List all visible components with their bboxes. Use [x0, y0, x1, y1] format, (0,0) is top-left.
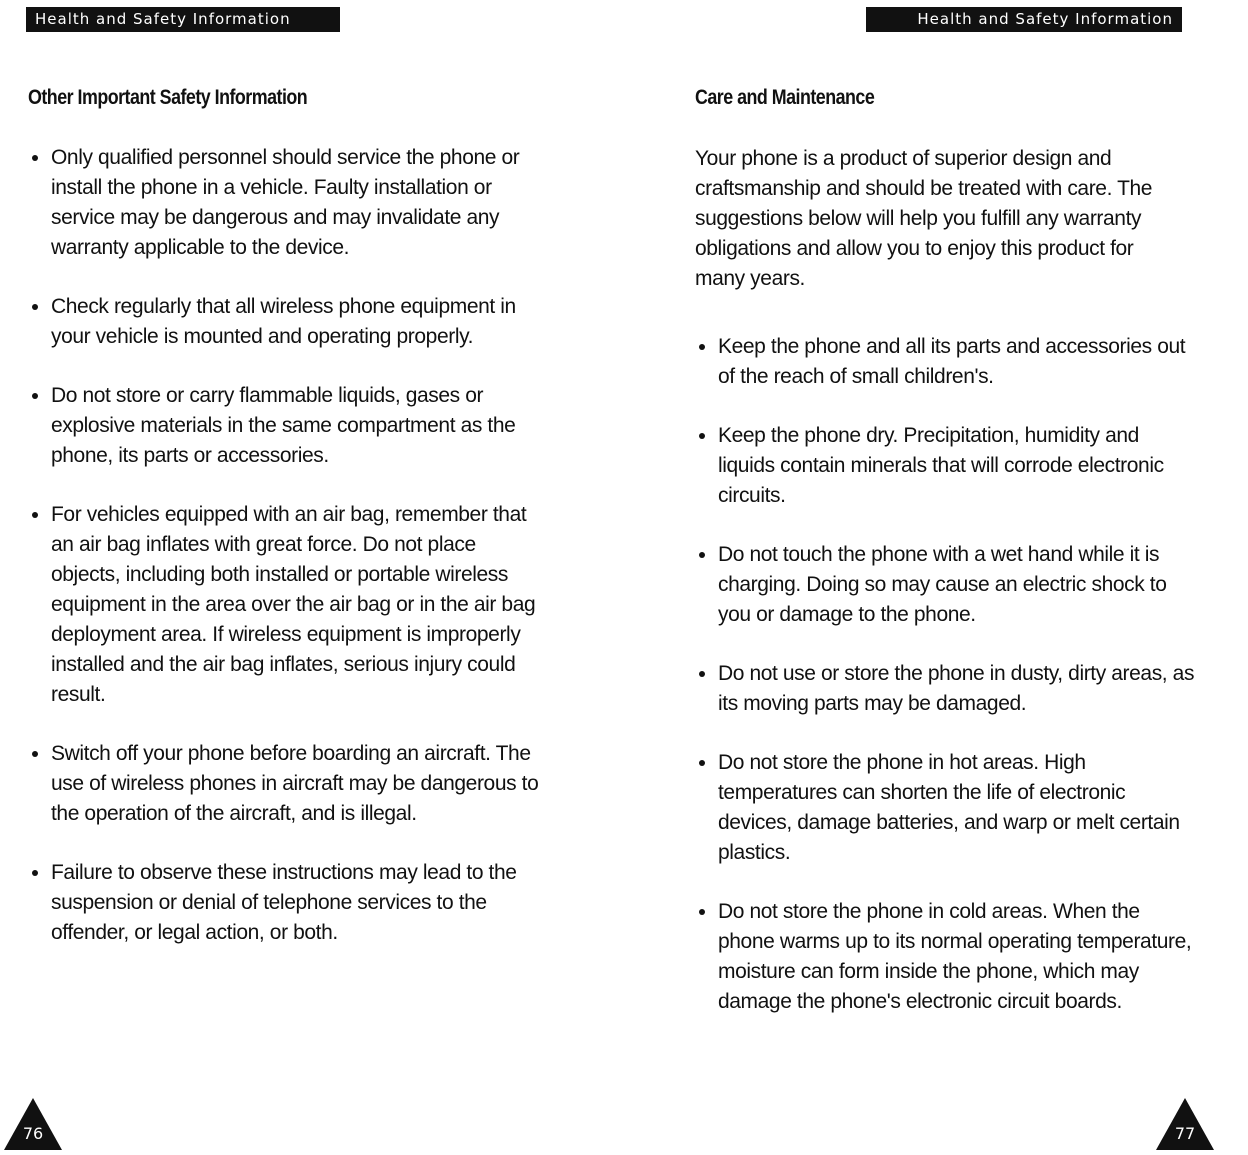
- list-item: Do not use or store the phone in dusty, dirty areas, as its moving parts may be damaged.: [695, 659, 1195, 719]
- list-item: Switch off your phone before boarding an aircraft. The use of wireless phones in aircraft may be dangerous to the operation of the aircraft, and is illegal.: [28, 739, 548, 829]
- bullet-dot-icon: [699, 671, 705, 677]
- list-item: Do not store or carry flammable liquids, gases or explosive materials in the same compartment as the phone, its parts or accessories.: [28, 381, 548, 471]
- page-number-right: 77: [1174, 1124, 1196, 1143]
- page-number-marker-left: [4, 1098, 62, 1150]
- right-page-column: [695, 86, 1195, 1046]
- list-item: For vehicles equipped with an air bag, remember that an air bag inflates with great force. Do not place objects, including both installed or portable wireless equipment in the area over the air bag or in the air bag deployment area. If wireless equipment is improperly installed and the air bag inflates, serious injury could result.: [28, 500, 548, 710]
- bullet-dot-icon: [699, 760, 705, 766]
- list-item: Only qualified personnel should service the phone or install the phone in a vehicle. Faulty installation or service may be dangerous and may invalidate any warranty applicable to the device.: [28, 143, 548, 263]
- header-section-label-right: Health and Safety Information: [866, 7, 1182, 32]
- bullet-dot-icon: [699, 552, 705, 558]
- header-section-label-left: Health and Safety Information: [26, 7, 340, 32]
- page-number-marker-right: [1156, 1098, 1214, 1150]
- section-title-other-safety: Other Important Safety Information: [28, 86, 308, 109]
- bullet-dot-icon: [699, 433, 705, 439]
- list-item: Do not store the phone in cold areas. When the phone warms up to its normal operating temperature, moisture can form inside the phone, which may damage the phone's electronic circuit boards.: [695, 897, 1195, 1017]
- section-title-care-maintenance: Care and Maintenance: [695, 86, 875, 109]
- list-item: Check regularly that all wireless phone equipment in your vehicle is mounted and operating properly.: [28, 292, 548, 352]
- bullet-dot-icon: [32, 870, 38, 876]
- bullet-dot-icon: [32, 393, 38, 399]
- intro-paragraph: Your phone is a product of superior design and craftsmanship and should be treated with care. The suggestions below will help you fulfill any warranty obligations and allow you to enjoy this product for many years.: [695, 147, 1153, 290]
- page-number-left: 76: [22, 1124, 44, 1143]
- list-item: Do not touch the phone with a wet hand while it is charging. Doing so may cause an electric shock to you or damage to the phone.: [695, 540, 1195, 630]
- list-item: Keep the phone dry. Precipitation, humidity and liquids contain minerals that will corrode electronic circuits.: [695, 421, 1195, 511]
- list-item: Keep the phone and all its parts and accessories out of the reach of small children's.: [695, 332, 1195, 392]
- list-item: Failure to observe these instructions may lead to the suspension or denial of telephone services to the offender, or legal action, or both.: [28, 858, 548, 948]
- bullet-dot-icon: [32, 304, 38, 310]
- bullet-dot-icon: [32, 155, 38, 161]
- bullet-dot-icon: [32, 512, 38, 518]
- bullet-dot-icon: [32, 751, 38, 757]
- right-bullet-list: [695, 332, 1195, 1017]
- left-page-column: [28, 86, 548, 977]
- list-item: Do not store the phone in hot areas. High temperatures can shorten the life of electronic devices, damage batteries, and warp or melt certain plastics.: [695, 748, 1195, 868]
- bullet-dot-icon: [699, 909, 705, 915]
- bullet-dot-icon: [699, 344, 705, 350]
- left-bullet-list: [28, 143, 548, 948]
